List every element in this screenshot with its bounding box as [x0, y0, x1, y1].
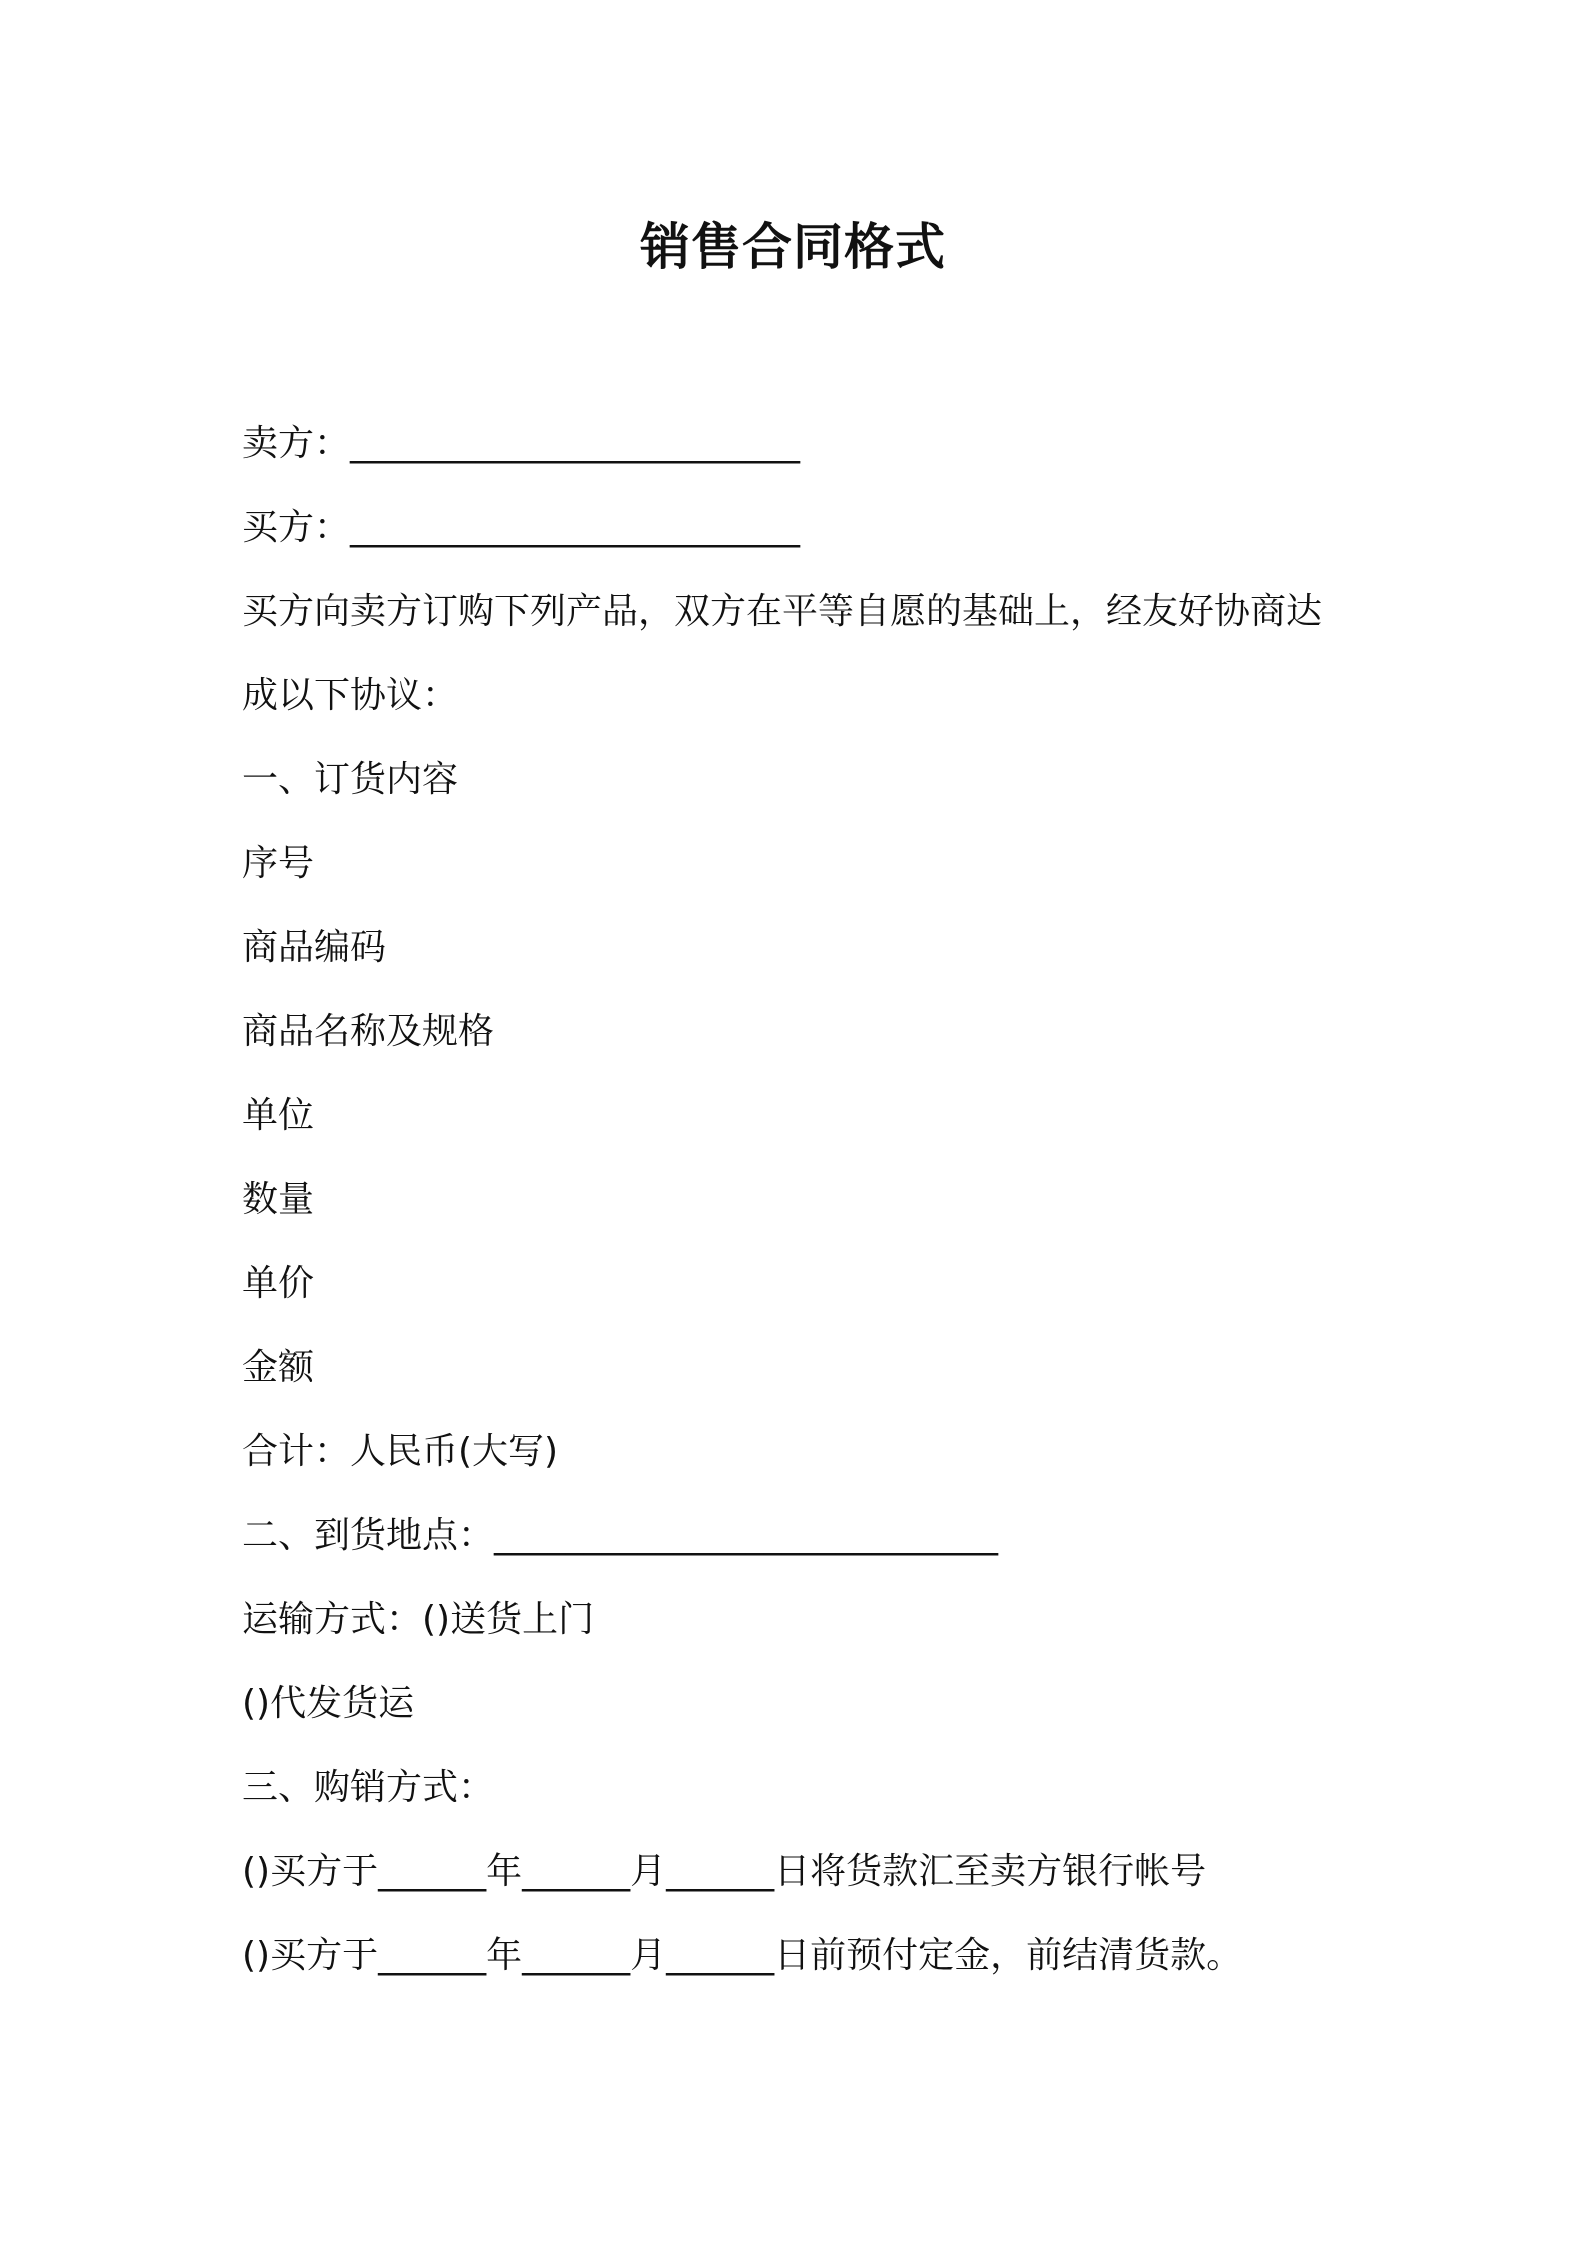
field-total: 合计：人民币(大写) [242, 1431, 559, 1472]
field-unit-price: 单价 [242, 1263, 315, 1304]
field-serial-number: 序号 [242, 843, 315, 884]
seller-line: 卖方：_________________________ [242, 423, 801, 464]
field-product-code: 商品编码 [242, 927, 387, 968]
intro-line-1: 买方向卖方订购下列产品，双方在平等自愿的基础上，经友好协商达 [242, 591, 1323, 632]
section-delivery-location: 二、到货地点：____________________________ [242, 1515, 999, 1556]
purchase-option-deposit: ()买方于______年______月______日前预付定金，前结清货款。 [242, 1935, 1243, 1976]
intro-line-2: 成以下协议： [242, 675, 459, 716]
buyer-line: 买方：_________________________ [242, 507, 801, 548]
document-body [242, 402, 1362, 1998]
purchase-option-bank-transfer: ()买方于______年______月______日将货款汇至卖方银行帐号 [242, 1851, 1207, 1892]
transport-method-line: 运输方式：()送货上门 [242, 1599, 595, 1640]
field-quantity: 数量 [242, 1179, 315, 1220]
field-unit: 单位 [242, 1095, 315, 1136]
field-product-name-spec: 商品名称及规格 [242, 1011, 495, 1052]
document-title: 销售合同格式 [640, 218, 946, 276]
field-amount: 金额 [242, 1347, 315, 1388]
section-order-content: 一、订货内容 [242, 759, 459, 800]
section-purchase-method: 三、购销方式： [242, 1767, 495, 1808]
transport-option-freight: ()代发货运 [242, 1683, 415, 1724]
